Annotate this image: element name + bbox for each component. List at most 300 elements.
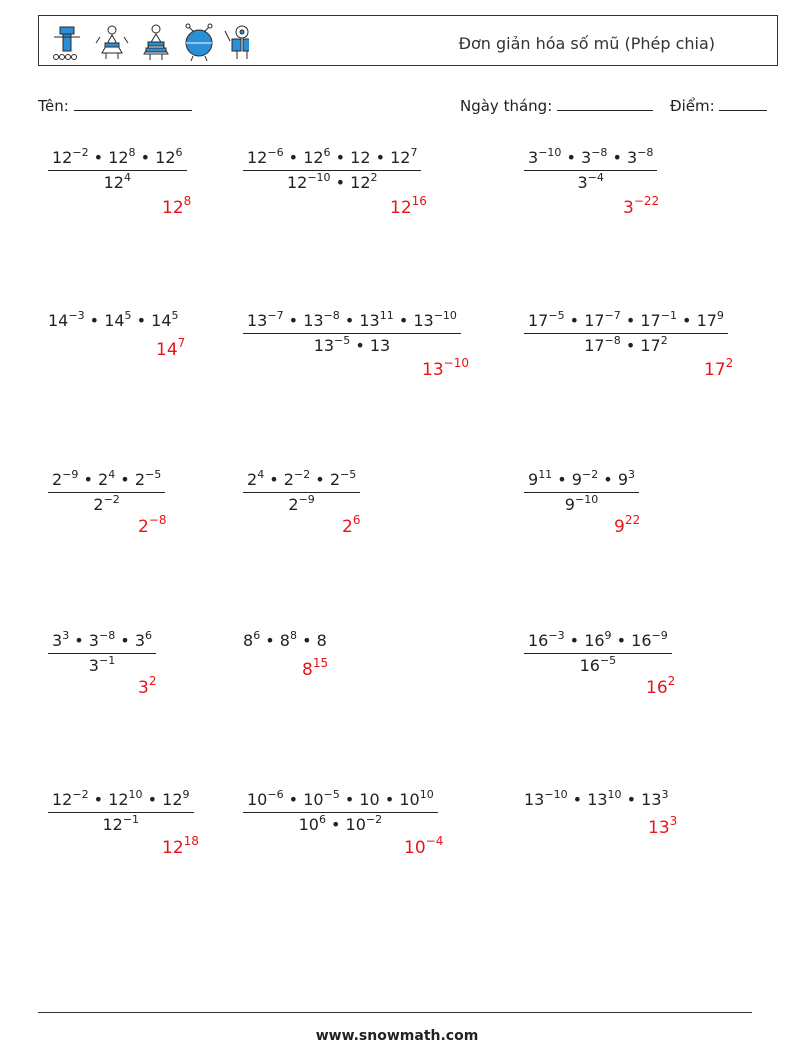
power-term — [247, 148, 284, 167]
exponent: −10 — [538, 146, 562, 159]
answer-8 — [342, 513, 361, 537]
base: 13 — [313, 336, 335, 355]
answer-power — [138, 513, 167, 537]
power-term — [640, 336, 667, 355]
exponent: 7 — [177, 336, 186, 350]
base: 14 — [48, 311, 69, 330]
power-term — [528, 148, 561, 167]
numerator — [48, 631, 156, 654]
power-term — [572, 470, 598, 489]
power-term — [98, 470, 115, 489]
power-term — [303, 148, 330, 167]
base: 13 — [303, 311, 324, 330]
problem-15 — [524, 790, 669, 810]
exponent: −5 — [145, 468, 162, 481]
problem-2 — [243, 148, 421, 193]
exponent: 2 — [667, 674, 676, 688]
base: 12 — [286, 173, 308, 192]
base: 17 — [584, 311, 605, 330]
multiply-dot: • — [88, 790, 109, 809]
answer-10 — [138, 674, 157, 698]
exponent: −5 — [340, 468, 357, 481]
expression — [48, 311, 179, 330]
numerator — [243, 311, 461, 334]
base: 17 — [528, 311, 549, 330]
denominator — [565, 493, 598, 515]
base: 8 — [243, 631, 254, 650]
base: 10 — [303, 790, 324, 809]
power-term — [247, 470, 264, 489]
numerator — [243, 790, 438, 813]
exponent: 3 — [669, 814, 678, 828]
answer-power — [302, 656, 329, 680]
base: 10 — [399, 790, 420, 809]
fraction — [243, 311, 461, 356]
denominator — [104, 171, 131, 193]
base: 10 — [359, 790, 380, 809]
exponent: 7 — [410, 146, 418, 159]
multiply-dot: • — [676, 311, 697, 330]
multiply-dot: • — [393, 311, 414, 330]
base: 2 — [134, 470, 145, 489]
base: 3 — [581, 148, 592, 167]
base: 17 — [640, 311, 661, 330]
power-term — [243, 631, 260, 650]
exponent: −8 — [637, 146, 654, 159]
problem-7 — [48, 470, 165, 515]
base: 8 — [302, 660, 313, 680]
denominator — [584, 334, 668, 356]
base: 12 — [247, 148, 268, 167]
expression — [243, 631, 327, 650]
base: 9 — [614, 517, 625, 537]
power-term — [52, 470, 78, 489]
answer-12 — [646, 674, 676, 698]
exponent: −3 — [548, 629, 565, 642]
base: 12 — [162, 790, 183, 809]
denominator — [89, 654, 115, 676]
power-term — [89, 631, 115, 650]
footer-website: www.snowmath.com — [315, 1028, 479, 1044]
answer-2 — [390, 194, 427, 218]
base: 9 — [617, 470, 628, 489]
multiply-dot: • — [283, 148, 304, 167]
fraction — [524, 311, 728, 356]
base: 3 — [88, 656, 99, 675]
power-term — [581, 148, 607, 167]
denominator — [578, 171, 604, 193]
power-term — [584, 631, 611, 650]
exponent: −8 — [591, 146, 608, 159]
power-term — [280, 631, 297, 650]
multiply-dot: • — [379, 790, 400, 809]
exponent: 4 — [108, 468, 116, 481]
multiply-dot: • — [598, 470, 618, 489]
base: 12 — [390, 198, 412, 218]
exponent: 11 — [538, 468, 553, 481]
robot-5-icon — [225, 25, 249, 59]
multiply-dot: • — [620, 336, 641, 355]
multiply-dot: • — [84, 311, 105, 330]
base: 8 — [316, 631, 327, 650]
multiply-dot: • — [78, 470, 99, 489]
answer-9 — [614, 513, 641, 537]
power-term — [631, 631, 668, 650]
multiply-dot: • — [325, 815, 346, 834]
base: 13 — [587, 790, 608, 809]
base: 17 — [704, 360, 726, 380]
base: 17 — [584, 336, 605, 355]
exponent: 5 — [171, 309, 179, 322]
answer-1 — [162, 194, 192, 218]
power-term — [108, 790, 142, 809]
exponent: −9 — [651, 629, 668, 642]
exponent: 2 — [660, 334, 668, 347]
exponent: 8 — [183, 194, 192, 208]
base: 2 — [342, 517, 353, 537]
base: 12 — [390, 148, 411, 167]
score-field — [670, 95, 767, 115]
power-term — [135, 470, 161, 489]
exponent: 6 — [352, 513, 361, 527]
power-term — [640, 311, 677, 330]
exponent: −4 — [587, 171, 604, 184]
robot-3-icon — [144, 25, 168, 60]
multiply-dot: • — [330, 173, 351, 192]
denominator — [93, 493, 119, 515]
base: 3 — [138, 678, 149, 698]
problem-1 — [48, 148, 187, 193]
power-term — [641, 790, 668, 809]
multiply-dot: • — [69, 631, 89, 650]
power-term — [52, 631, 69, 650]
base: 12 — [103, 173, 124, 192]
name-blank[interactable] — [74, 95, 192, 111]
base: 2 — [288, 495, 299, 514]
exponent: 6 — [253, 629, 261, 642]
answer-power — [614, 513, 641, 537]
power-term — [584, 311, 621, 330]
power-term — [162, 790, 189, 809]
exponent: −1 — [660, 309, 677, 322]
power-term — [303, 311, 340, 330]
base: 10 — [404, 838, 426, 858]
exponent: 5 — [124, 309, 132, 322]
exponent: 3 — [628, 468, 635, 481]
base: 2 — [138, 517, 149, 537]
multiply-dot: • — [283, 790, 304, 809]
power-term — [284, 470, 310, 489]
base: 12 — [162, 838, 184, 858]
exponent: 2 — [370, 171, 378, 184]
answer-14 — [404, 834, 444, 858]
power-term — [350, 173, 377, 192]
base: 10 — [247, 790, 268, 809]
power-term — [528, 470, 552, 489]
exponent: −2 — [581, 468, 599, 481]
denominator — [102, 813, 139, 835]
base: 13 — [641, 790, 662, 809]
multiply-dot: • — [611, 631, 632, 650]
answer-11 — [302, 656, 329, 680]
base: 2 — [98, 470, 109, 489]
robot-4-icon — [186, 24, 212, 61]
power-term — [303, 790, 340, 809]
power-term — [565, 495, 598, 514]
problem-4 — [48, 311, 179, 331]
multiply-dot: • — [567, 790, 588, 809]
numerator — [48, 470, 165, 493]
base: 2 — [93, 495, 104, 514]
exponent: 9 — [604, 629, 612, 642]
power-term — [330, 470, 356, 489]
exponent: 6 — [318, 813, 326, 826]
answer-power — [648, 814, 678, 838]
exponent: 6 — [323, 146, 331, 159]
answer-power — [138, 674, 157, 698]
exponent: −4 — [425, 834, 444, 848]
exponent: −9 — [298, 493, 315, 506]
date-blank[interactable] — [557, 95, 653, 111]
power-term — [346, 815, 383, 834]
power-term — [580, 656, 617, 675]
exponent: 22 — [624, 513, 641, 527]
exponent: 4 — [123, 171, 131, 184]
base: 16 — [584, 631, 605, 650]
multiply-dot: • — [264, 470, 284, 489]
multiply-dot: • — [310, 470, 330, 489]
base: 16 — [646, 678, 668, 698]
power-term — [359, 790, 379, 809]
date-field — [460, 95, 653, 115]
power-term — [317, 631, 327, 650]
problem-12 — [524, 631, 672, 676]
exponent: −2 — [365, 813, 383, 826]
exponent: −10 — [544, 788, 568, 801]
exponent: 10 — [419, 788, 434, 801]
base: 14 — [104, 311, 125, 330]
exponent: 15 — [312, 656, 329, 670]
multiply-dot: • — [339, 311, 360, 330]
fraction — [524, 470, 639, 515]
denominator — [299, 813, 383, 835]
base: 3 — [134, 631, 145, 650]
answer-power — [162, 194, 192, 218]
exponent: 4 — [257, 468, 265, 481]
power-term — [151, 311, 178, 330]
problem-10 — [48, 631, 156, 676]
exponent: −3 — [68, 309, 85, 322]
multiply-dot: • — [115, 631, 135, 650]
fraction — [243, 470, 360, 515]
problem-8 — [243, 470, 360, 515]
power-term — [528, 631, 565, 650]
exponent: −2 — [72, 146, 89, 159]
base: 8 — [279, 631, 290, 650]
multiply-dot: • — [564, 311, 585, 330]
multiply-dot: • — [88, 148, 109, 167]
exponent: −7 — [267, 309, 284, 322]
exponent: −5 — [323, 788, 340, 801]
exponent: 10 — [607, 788, 622, 801]
power-term — [627, 148, 653, 167]
multiply-dot: • — [607, 148, 628, 167]
robot-2-icon — [96, 26, 128, 59]
fraction — [48, 148, 187, 193]
multiply-dot: • — [620, 311, 641, 330]
base: 12 — [303, 148, 324, 167]
multiply-dot: • — [330, 148, 351, 167]
power-term — [135, 631, 152, 650]
power-term — [697, 311, 724, 330]
exponent: −2 — [103, 493, 120, 506]
answer-power — [623, 194, 660, 218]
base: 9 — [564, 495, 575, 514]
exponent: −22 — [633, 194, 660, 208]
exponent: 10 — [128, 788, 143, 801]
base: 2 — [283, 470, 294, 489]
score-label: Điểm: — [670, 97, 715, 115]
exponent: −2 — [72, 788, 89, 801]
power-term — [104, 311, 131, 330]
exponent: −1 — [98, 654, 116, 667]
exponent: −8 — [98, 629, 116, 642]
power-term — [108, 148, 135, 167]
fraction — [524, 631, 672, 676]
multiply-dot: • — [621, 790, 642, 809]
multiply-dot: • — [142, 790, 163, 809]
exponent: −5 — [548, 309, 565, 322]
base: 16 — [631, 631, 652, 650]
answer-power — [342, 513, 361, 537]
base: 16 — [579, 656, 600, 675]
denominator — [287, 171, 378, 193]
exponent: 6 — [145, 629, 152, 642]
denominator — [580, 654, 617, 676]
answer-power — [646, 674, 676, 698]
base: 3 — [623, 198, 634, 218]
answer-7 — [138, 513, 167, 537]
power-term — [52, 148, 89, 167]
answer-13 — [162, 834, 199, 858]
problem-14 — [243, 790, 438, 835]
base: 13 — [422, 360, 444, 380]
multiply-dot: • — [296, 631, 317, 650]
base: 12 — [108, 790, 129, 809]
power-term — [618, 470, 635, 489]
multiply-dot: • — [135, 148, 156, 167]
name-label: Tên: — [38, 97, 69, 115]
base: 2 — [247, 470, 258, 489]
exponent: −8 — [148, 513, 167, 527]
answer-6 — [704, 356, 734, 380]
answer-power — [156, 336, 186, 360]
multiply-dot: • — [552, 470, 572, 489]
worksheet-title: Đơn giản hóa số mũ (Phép chia) — [458, 34, 715, 53]
base: 3 — [88, 631, 99, 650]
power-term — [247, 790, 284, 809]
robot-icons — [44, 21, 249, 63]
base: 2 — [52, 470, 63, 489]
base: 10 — [345, 815, 366, 834]
power-term — [287, 173, 331, 192]
exponent: −10 — [307, 171, 331, 184]
base: 14 — [151, 311, 172, 330]
power-term — [48, 311, 85, 330]
exponent: 9 — [716, 309, 724, 322]
answer-4 — [156, 336, 186, 360]
power-term — [104, 173, 131, 192]
base: 16 — [528, 631, 549, 650]
exponent: 6 — [175, 146, 183, 159]
base: 2 — [329, 470, 340, 489]
exponent: 3 — [661, 788, 669, 801]
power-term — [102, 815, 139, 834]
exponent: −9 — [62, 468, 79, 481]
answer-power — [422, 356, 469, 380]
footer-divider — [38, 1012, 752, 1013]
exponent: −10 — [443, 356, 469, 370]
numerator — [48, 790, 194, 813]
power-term — [390, 148, 417, 167]
power-term — [52, 790, 89, 809]
multiply-dot: • — [370, 148, 391, 167]
base: 9 — [571, 470, 582, 489]
problem-3 — [524, 148, 657, 193]
answer-power — [162, 834, 199, 858]
base: 17 — [696, 311, 717, 330]
numerator — [48, 148, 187, 171]
base: 12 — [108, 148, 129, 167]
base: 3 — [528, 148, 539, 167]
answer-5 — [422, 356, 469, 380]
base: 12 — [350, 173, 371, 192]
score-blank[interactable] — [719, 95, 767, 111]
base: 9 — [528, 470, 539, 489]
numerator — [524, 470, 639, 493]
base: 3 — [577, 173, 588, 192]
multiply-dot: • — [283, 311, 304, 330]
multiply-dot: • — [339, 790, 360, 809]
exponent: −6 — [267, 146, 284, 159]
base: 12 — [350, 148, 371, 167]
numerator — [524, 631, 672, 654]
multiply-dot: • — [564, 631, 585, 650]
base: 3 — [52, 631, 63, 650]
base: 13 — [247, 311, 268, 330]
exponent: −10 — [433, 309, 457, 322]
power-term — [350, 148, 370, 167]
base: 10 — [298, 815, 319, 834]
problem-6 — [524, 311, 728, 356]
answer-power — [704, 356, 734, 380]
base: 13 — [369, 336, 391, 355]
multiply-dot: • — [350, 336, 370, 355]
name-field — [38, 95, 192, 115]
base: 13 — [413, 311, 434, 330]
numerator — [524, 148, 657, 171]
fraction — [48, 631, 156, 676]
exponent: 9 — [182, 788, 190, 801]
numerator — [524, 311, 728, 334]
power-term — [299, 815, 326, 834]
power-term — [584, 336, 621, 355]
denominator — [314, 334, 391, 356]
answer-power — [390, 194, 427, 218]
exponent: −1 — [122, 813, 140, 826]
power-term — [370, 336, 390, 355]
power-term — [89, 656, 115, 675]
